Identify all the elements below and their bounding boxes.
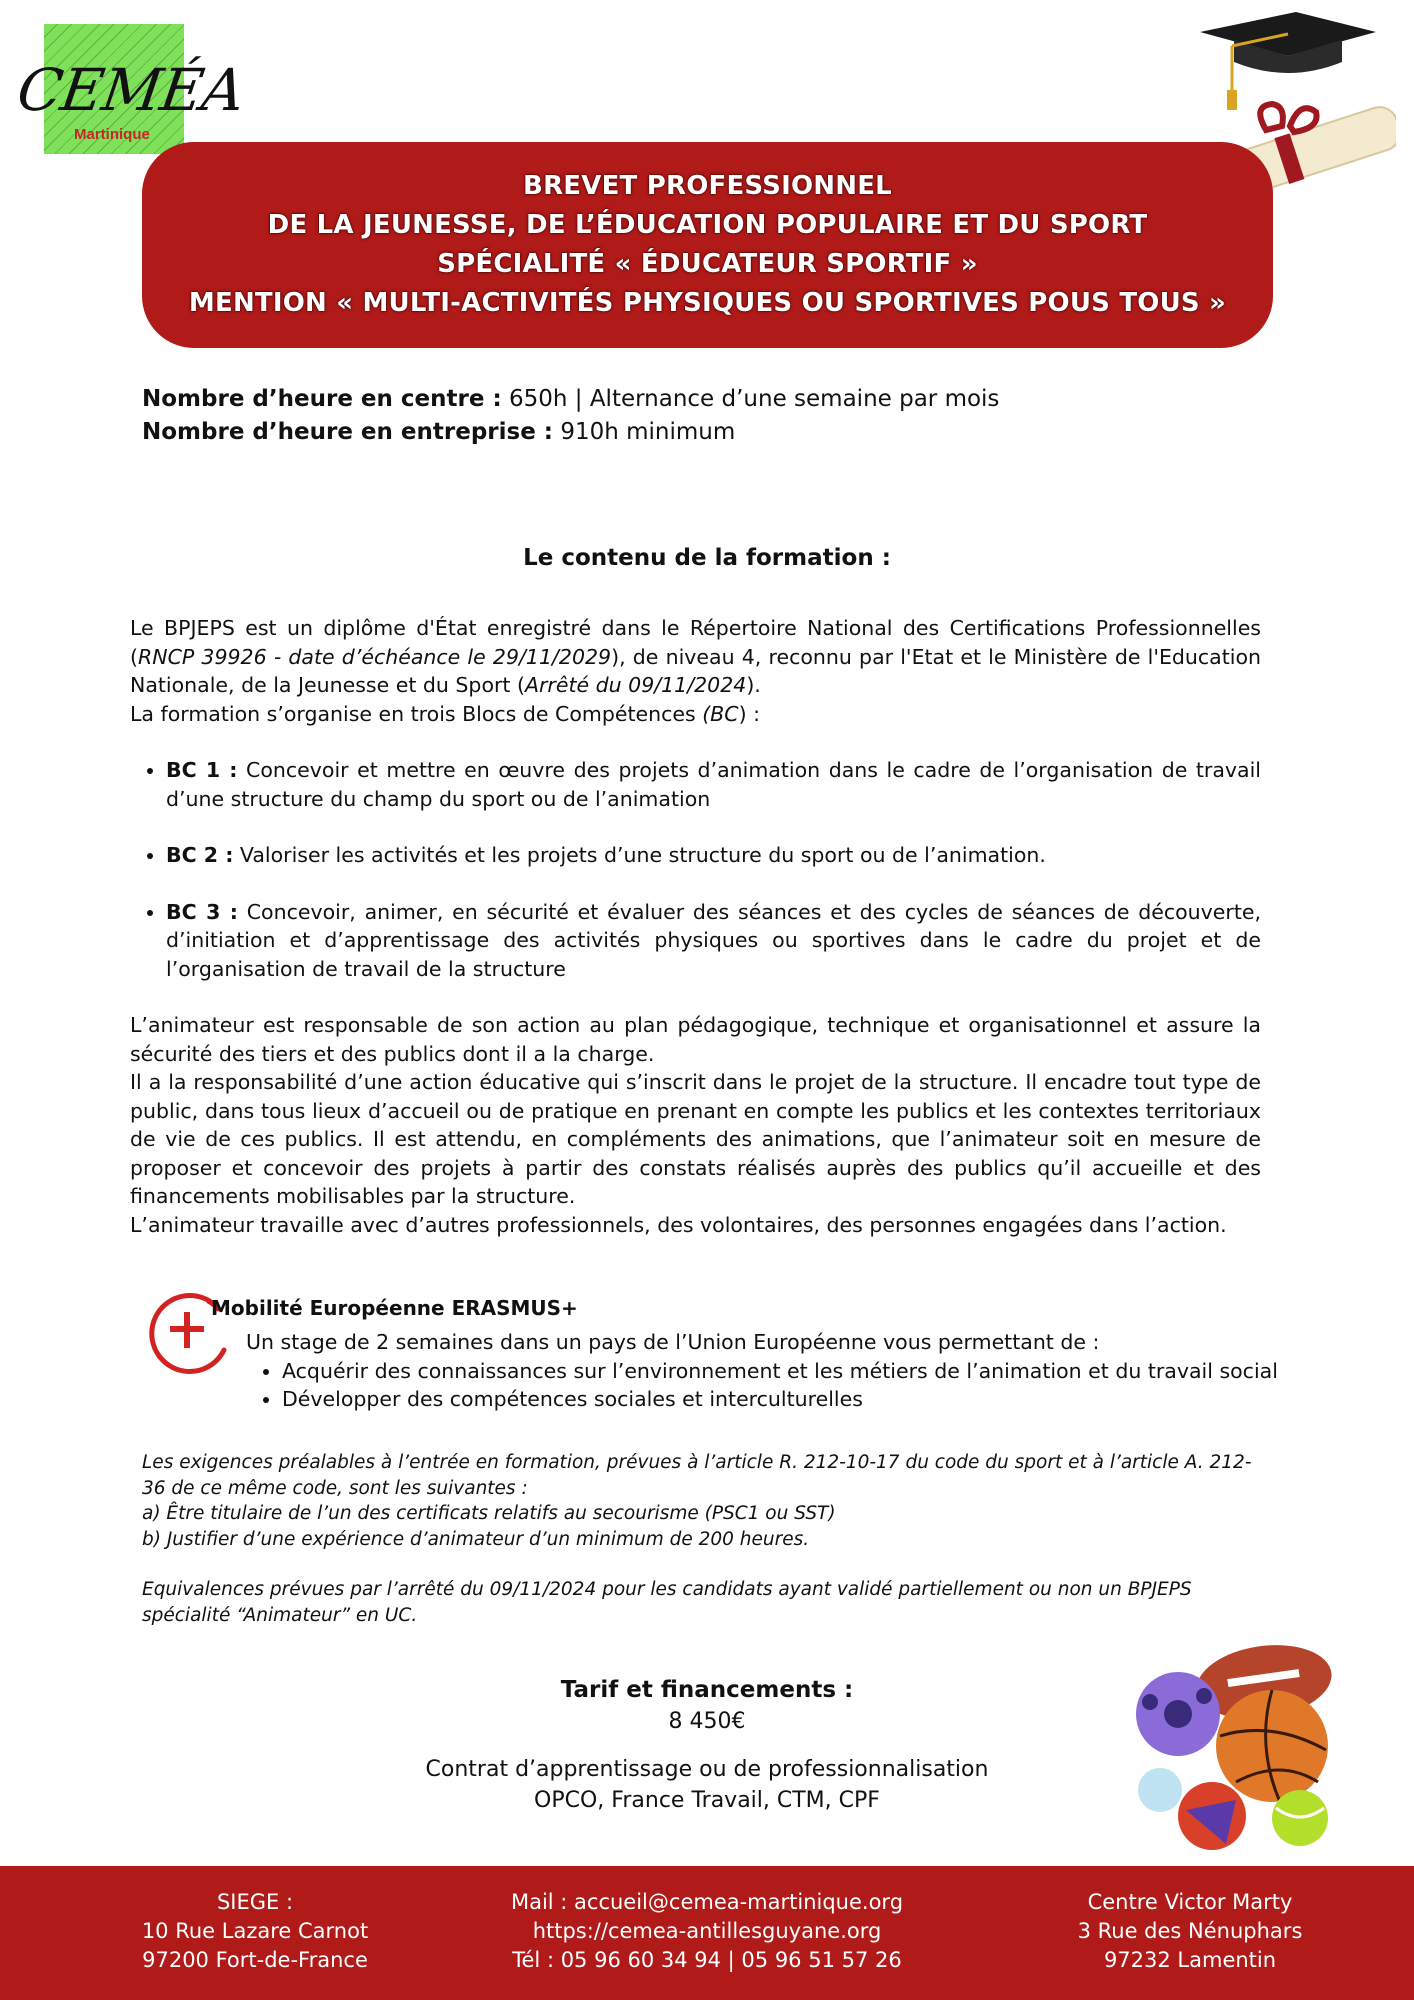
footer-siege-street: 10 Rue Lazare Carnot: [141, 1919, 369, 1943]
footer-contact: [457, 1888, 957, 1975]
footer-centre-name: Centre Victor Marty: [1087, 1890, 1293, 1914]
bc-label: BC 3 :: [166, 899, 238, 924]
equivalences: Equivalences prévues par l’arrêté du 09/11/2024 pour les candidats ayant validé partiellement ou non un BPJEPS spécialité “Animateur” en UC.: [142, 1579, 1192, 1626]
tarif-title: Tarif et financements :: [560, 1677, 854, 1703]
blocs-bc: (BC: [702, 701, 739, 726]
hours-centre: [142, 383, 999, 416]
bc-text: Valoriser les activités et les projets d’une structure du sport ou de l’animation.: [233, 843, 1046, 867]
footer: [0, 1866, 1414, 2000]
footer-centre: [1040, 1888, 1340, 1975]
banner-line-2: DE LA JEUNESSE, DE L’ÉDUCATION POPULAIRE ET DU SPORT: [267, 210, 1148, 240]
list-item: • Acquérir des connaissances sur l’environnement et les métiers de l’animation et du travail social: [282, 1357, 1306, 1386]
intro-text-c: ).: [746, 673, 761, 697]
tarif-price: 8 450€: [668, 1709, 746, 1734]
intro-rncp: RNCP 39926 - date d’échéance le 29/11/2029: [138, 644, 612, 669]
hours-entreprise-label: Nombre d’heure en entreprise :: [142, 419, 554, 445]
logo-wordmark: CEMÉA: [13, 56, 249, 124]
hours-entreprise-value: 910h minimum: [553, 419, 736, 445]
prereq-a: a) Être titulaire de l’un des certificats relatifs au secourisme (PSC1 ou SST): [142, 1503, 836, 1524]
prereq-intro: Les exigences préalables à l’entrée en formation, prévues à l’article R. 212-10-17 du code du sport et à l’article A. 212-36 de ce même code, sont les suivantes :: [142, 1452, 1252, 1499]
hours-centre-value: 650h | Alternance d’une semaine par mois: [501, 386, 1000, 412]
intro-text-b: ), de niveau 4, reconnu par l'Etat et le Ministère de l'Education Nationale, de la Jeunesse et du Sport (: [130, 644, 1262, 697]
footer-siege: [100, 1888, 410, 1975]
action-paragraph: Il a la responsabilité d’une action éducative qui s’inscrit dans le projet de la structure. Il encadre tout type de public, dans tous lieux d’accueil ou de pratique en prenant en compte les publics et les contextes territoriaux de vie de ces publics. Il est attendu, en compléments des animations, que l’animateur soit en mesure de proposer et concevoir des projets à partir des constats réalisés auprès des publics qu’il accueille et des financements mobilisables par la structure.: [130, 1070, 1261, 1208]
footer-siege-label: SIEGE :: [216, 1890, 294, 1914]
hours-entreprise: [142, 416, 999, 449]
collaboration-paragraph: L’animateur travaille avec d’autres professionnels, des volontaires, des personnes engagées dans l’action.: [130, 1212, 1227, 1237]
intro-arrete: Arrêté du 09/11/2024: [524, 673, 747, 697]
bc-list: [130, 756, 1261, 983]
list-item: • Développer des compétences sociales et interculturelles: [282, 1385, 1306, 1414]
logo-subtitle: Martinique: [74, 126, 150, 143]
erasmus-intro: Un stage de 2 semaines dans un pays de l’Union Européenne vous permettant de :: [246, 1330, 1100, 1354]
blocs-text-b: ) :: [738, 701, 760, 726]
hours-info: [142, 383, 999, 449]
list-item: [166, 756, 1261, 813]
content-body: [130, 614, 1261, 1239]
responsibility-paragraph: L’animateur est responsable de son action au plan pédagogique, technique et organisationnel et assure la sécurité des tiers et des publics dont il a la charge.: [130, 1013, 1261, 1066]
title-banner: [142, 142, 1273, 348]
list-item: [166, 841, 1261, 870]
cemea-logo: [13, 14, 249, 159]
footer-siege-city: 97200 Fort-de-France: [142, 1948, 368, 1972]
footer-centre-city: 97232 Lamentin: [1103, 1948, 1277, 1972]
bc-label: BC 1 :: [166, 758, 238, 782]
bc-text: Concevoir et mettre en œuvre des projets d’animation dans le cadre de l’organisation de travail d’une structure du champ du sport ou de l’animation: [166, 758, 1262, 811]
list-item: [166, 898, 1261, 984]
prerequisites: [142, 1450, 1273, 1628]
bc-label: BC 2 :: [166, 843, 234, 867]
banner-line-4: MENTION « MULTI-ACTIVITÉS PHYSIQUES OU SPORTIVES POUS TOUS »: [188, 288, 1227, 318]
tarif-contrat: Contrat d’apprentissage ou de professionnalisation: [425, 1757, 989, 1782]
blocs-paragraph: [130, 700, 1261, 729]
footer-centre-street: 3 Rue des Nénuphars: [1077, 1919, 1303, 1943]
prereq-b: b) Justifier d’une expérience d’animateur d’un minimum de 200 heures.: [142, 1528, 810, 1550]
intro-text-a: Le BPJEPS est un diplôme d'État enregistré dans le Répertoire National des Certifications Professionnelles (: [130, 616, 1261, 669]
bc-text: Concevoir, animer, en sécurité et évaluer des séances et des cycles de séances de découverte, d’initiation et d’apprentissage des activités physiques ou sportives dans le cadre du projet et de l’organisation de travail de la structure: [166, 899, 1261, 981]
erasmus-body: [246, 1328, 1306, 1414]
banner-line-3: SPÉCIALITÉ « ÉDUCATEUR SPORTIF »: [437, 249, 978, 279]
footer-mail[interactable]: Mail : accueil@cemea-martinique.org: [510, 1890, 904, 1914]
hours-centre-label: Nombre d’heure en centre :: [142, 386, 502, 412]
content-title: Le contenu de la formation :: [523, 545, 891, 571]
blocs-text-a: La formation s’organise en trois Blocs de Compétences: [130, 701, 703, 726]
footer-website-link[interactable]: https://cemea-antillesguyane.org: [532, 1919, 882, 1943]
tarif-financeurs: OPCO, France Travail, CTM, CPF: [534, 1788, 880, 1813]
banner-line-1: BREVET PROFESSIONNEL: [523, 171, 892, 201]
erasmus-list: [246, 1357, 1306, 1414]
intro-paragraph: [130, 614, 1261, 700]
erasmus-title: Mobilité Européenne ERASMUS+: [211, 1296, 578, 1320]
sports-balls-icon: [1130, 1640, 1340, 1855]
footer-phone[interactable]: Tél : 05 96 60 34 94 | 05 96 51 57 26: [512, 1948, 902, 1972]
